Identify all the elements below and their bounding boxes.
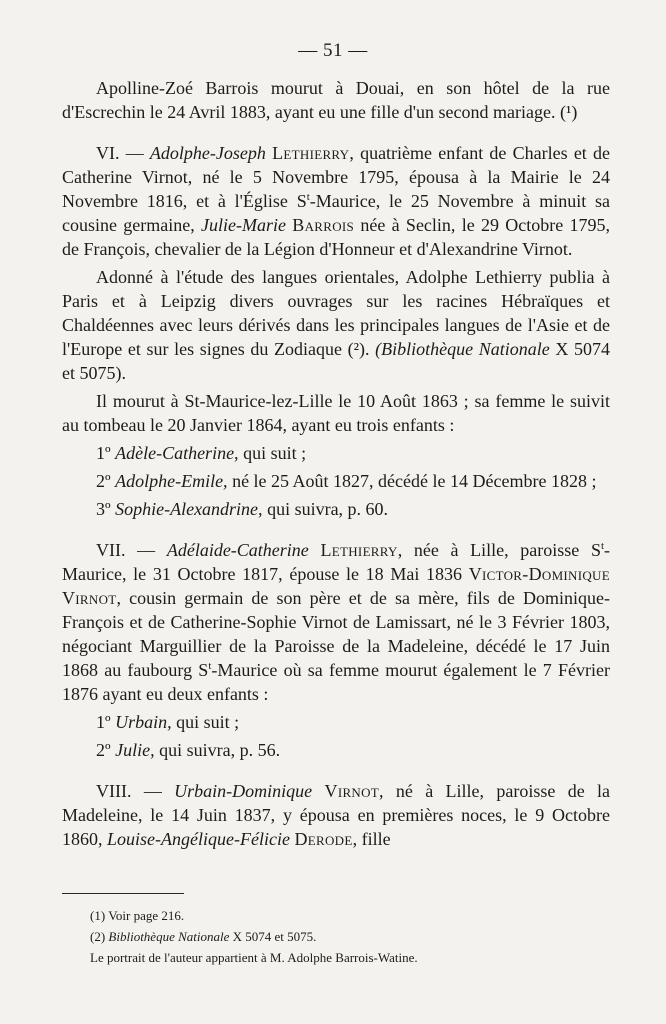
child-text: qui suivra, p. 60. [267, 499, 389, 519]
child-number: 1º [96, 443, 111, 463]
footnote-title: Bibliothèque Nationale [108, 929, 230, 944]
child-name: Adolphe-Emile, [115, 471, 228, 491]
bibliography-title: (Bibliothèque Nationale [375, 339, 550, 359]
child-item [62, 497, 610, 521]
child-item [62, 469, 610, 493]
text: X 5074 et 5075). [62, 339, 611, 383]
note-ref: (²). [347, 339, 370, 359]
husband-name: Victor-Dominique Virnot [62, 564, 610, 608]
paragraph-death-children: Il mourut à St-Maurice-lez-Lille le 10 Août 1863 ; sa femme le suivit au tombeau le 20 Janvier 1864, ayant eu trois enfants : [62, 391, 610, 435]
spouse-given-name: Julie-Marie [201, 215, 286, 235]
surname: Lethierry [272, 143, 350, 163]
child-number: 3º [96, 499, 111, 519]
child-text: qui suit ; [176, 712, 240, 732]
superscript: t [208, 660, 212, 672]
footnote-text: X 5074 et 5075. [232, 929, 317, 944]
paragraph-barrois-death [62, 76, 610, 124]
text: Apolline-Zoé Barrois mourut à Douai, en son hôtel de la rue d'Escrechin le 24 Avril 1883, ayant eu une fille d'un second mariage. [62, 78, 610, 122]
child-number: 2º [96, 740, 111, 760]
child-text: qui suivra, p. 56. [159, 740, 281, 760]
superscript: t [306, 191, 310, 203]
footnote-text: Voir page 216. [108, 908, 185, 923]
page-number: — 51 — [298, 40, 368, 61]
text: , cousin germain de son père et de sa mère, fils de Dominique-François et de Catherine-Sophie Virnot de Lamissart, né le 3 Février 1803, négociant Marguillier de la Paroisse de la Madeleine, décédé le 17 Juin 1868 au faubourg S [62, 588, 610, 680]
text: née à Seclin, le 29 Octobre 1795, de François, chevalier de la Légion d'Honneur et d'Alexandrine Virnot. [62, 215, 611, 259]
child-text: né le 25 Août 1827, décédé le 14 Décembre 1828 ; [232, 471, 597, 491]
footnote-text: Le portrait de l'auteur appartient à M. Adolphe Barrois-Watine. [90, 950, 418, 965]
surname: Virnot [324, 781, 380, 801]
footnote [62, 926, 610, 947]
child-number: 2º [96, 471, 111, 491]
child-item [62, 710, 610, 734]
footnote [62, 905, 610, 926]
child-name: Urbain, [115, 712, 172, 732]
footnote-mark: (1) [90, 908, 106, 923]
roman-numeral: VII. — [96, 540, 156, 560]
text: -Maurice, le 31 Octobre 1817, épouse le 18 Mai 1836 [62, 540, 611, 584]
footnote-mark: (2) [90, 929, 106, 944]
child-name: Adèle-Catherine, [115, 443, 239, 463]
child-number: 1º [96, 712, 111, 732]
text: -Maurice, le 25 Novembre à minuit sa cousine germaine, [62, 191, 611, 235]
child-item [62, 441, 610, 465]
spouse-given-name: Louise-Angélique-Félicie [107, 829, 290, 849]
text: Adonné à l'étude des langues orientales, Adolphe Lethierry publia à Paris et à Leipzig divers ouvrages sur les racines Hébraïques et Chaldéennes avec leurs dérivés dans les principales langues de l'Asie et de l'Europe et sur les signes du Zodiaque [62, 267, 610, 359]
spouse-surname: Derode [294, 829, 353, 849]
footnotes [62, 905, 610, 968]
given-name: Adélaide-Catherine [166, 540, 309, 560]
given-name: Urbain-Dominique [174, 781, 313, 801]
surname: Lethierry [320, 540, 398, 560]
spouse-surname: Barrois [292, 215, 355, 235]
paragraph-generation-vi [62, 141, 610, 261]
child-name: Sophie-Alexandrine, [115, 499, 263, 519]
paragraph-generation-viii [62, 779, 610, 851]
child-item [62, 738, 610, 762]
footnote [62, 947, 610, 968]
paragraph-oriental-studies [62, 265, 610, 385]
given-name: Adolphe-Joseph [149, 143, 266, 163]
child-name: Julie, [115, 740, 155, 760]
body-text [62, 76, 610, 851]
child-text: qui suit ; [243, 443, 307, 463]
superscript: t [600, 540, 605, 552]
text: , né à Lille, paroisse de la Madeleine, le 14 Juin 1837, y épousa en premières noces, le 9 Octobre 1860, [62, 781, 611, 849]
text: , fille [352, 829, 391, 849]
footnote-divider [62, 893, 184, 894]
text: , née à Lille, paroisse S [397, 540, 601, 560]
text: -Maurice où sa femme mourut également le 7 Février 1876 ayant eu deux enfants : [62, 660, 611, 704]
text: , quatrième enfant de Charles et de Catherine Virnot, né le 5 Novembre 1795, épousa à la Mairie le 24 Novembre 1816, et à l'Église S [62, 143, 611, 211]
roman-numeral: VI. — [96, 143, 144, 163]
note-ref: (¹) [560, 102, 578, 122]
paragraph-generation-vii [62, 538, 610, 706]
roman-numeral: VIII. — [96, 781, 162, 801]
